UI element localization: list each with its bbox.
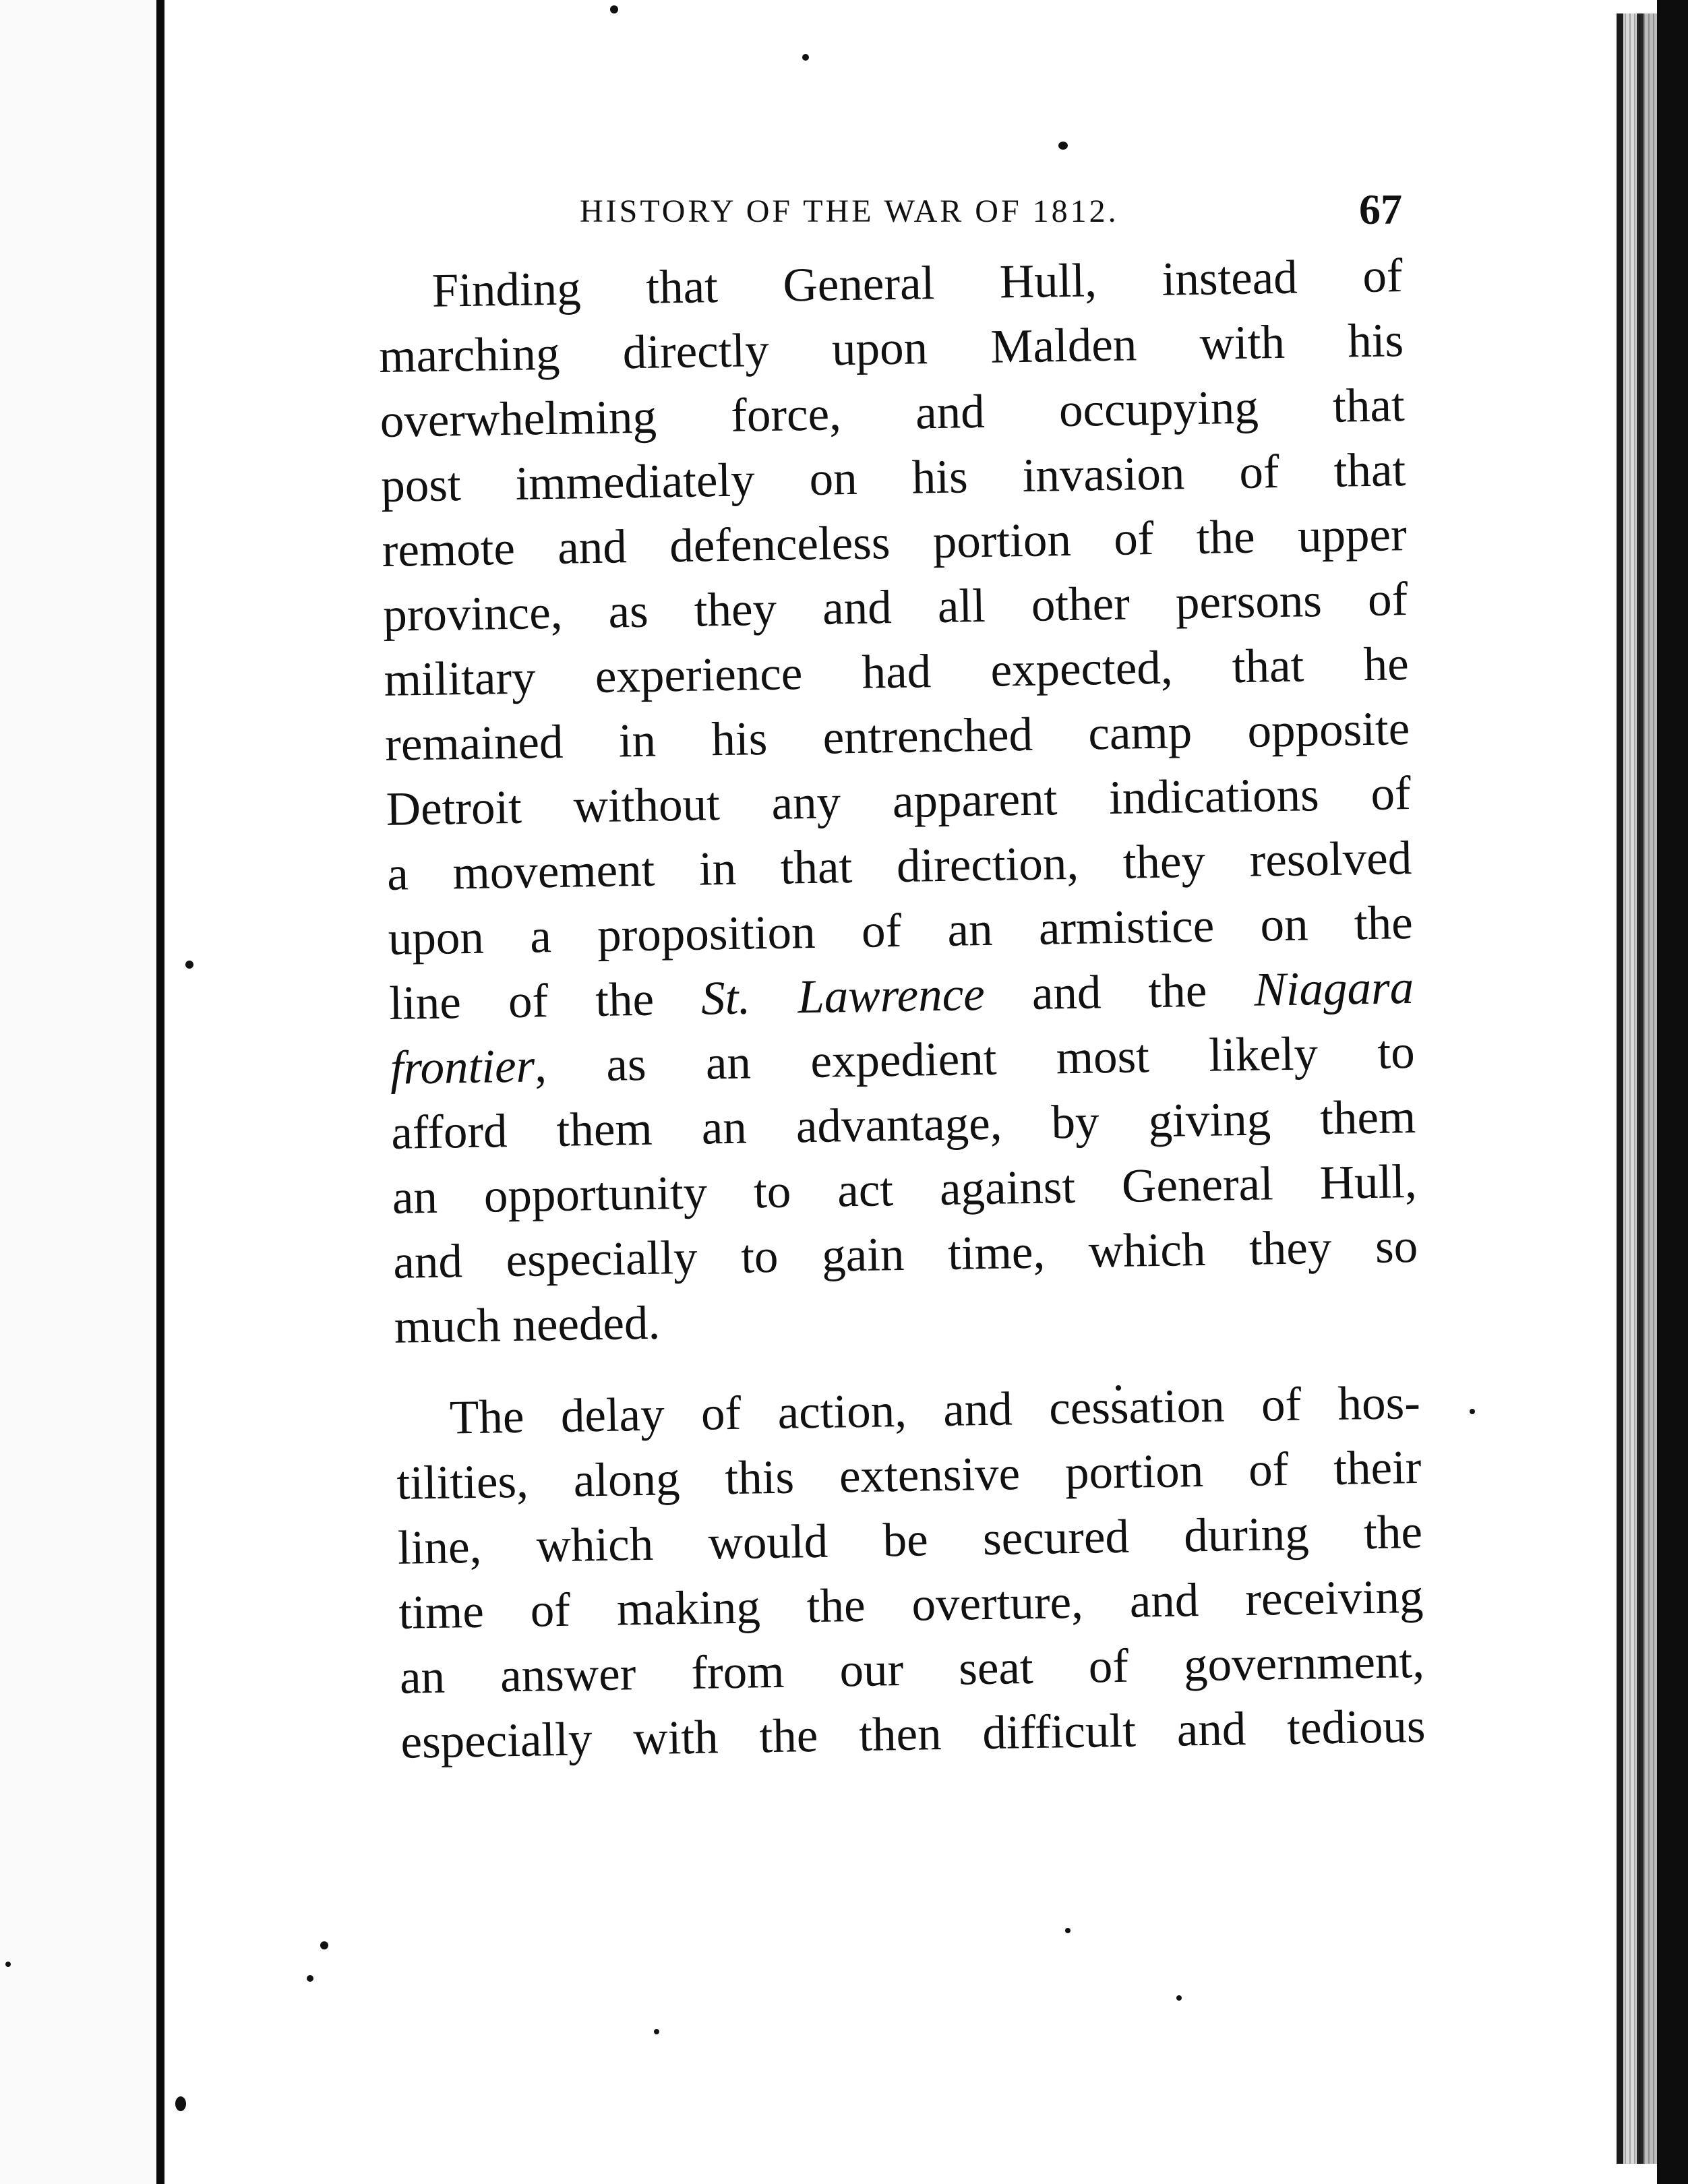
running-title: HISTORY OF THE WAR OF 1812. (580, 193, 1119, 229)
scan-speck (1065, 1928, 1071, 1933)
text-line: an answer from our seat of government, (399, 1635, 1425, 1704)
scan-speck (654, 2029, 659, 2034)
text-line: a movement in that direction, they resolved (386, 832, 1412, 901)
text-line: an opportunity to act against General Hull, (392, 1155, 1418, 1224)
text-line: remained in his entrenched camp opposite (384, 702, 1410, 771)
scan-speck (175, 2096, 186, 2111)
text-line: Finding that General Hull, instead of (431, 249, 1404, 317)
text-line: and especially to gain time, which they so (392, 1219, 1418, 1289)
text-segment: , as an expedient most likely to (534, 1025, 1416, 1093)
text-line: The delay of action, and cessation of hos- (449, 1376, 1421, 1445)
text-segment: line of the (388, 972, 702, 1030)
italic-place-name: St. Lawrence (700, 967, 986, 1025)
text-line: line, which would be secured during the (397, 1505, 1423, 1575)
binding-edge (156, 0, 164, 2184)
text-line: military experience had expected, that he (384, 638, 1410, 706)
text-line: province, as they and all other persons of (382, 573, 1408, 642)
scan-speck (1470, 1409, 1475, 1414)
text-line: much needed. (394, 1296, 661, 1354)
scan-border (1657, 0, 1688, 2184)
italic-word: frontier (390, 1039, 535, 1095)
binding-gutter (0, 0, 156, 2184)
body-text (378, 243, 1426, 1775)
text-line: especially with the then difficult and tedious (400, 1699, 1426, 1769)
text-line: marching directly upon Malden with his (378, 314, 1404, 383)
scan-speck (1176, 1995, 1182, 2001)
text-line: afford them an advantage, by giving them (390, 1090, 1416, 1159)
text-line: remote and defenceless portion of the upper (382, 508, 1408, 577)
text-line: overwhelming force, and occupying that (380, 379, 1406, 448)
scan-speck (5, 1962, 11, 1967)
scan-speck (610, 5, 618, 13)
page-edge (1617, 13, 1623, 2164)
scan-speck (185, 961, 193, 969)
page-edge-texture (1625, 13, 1656, 2164)
text-line: post immediately on his invasion of that (380, 444, 1406, 512)
scan-speck (320, 1941, 328, 1949)
running-head (580, 181, 1402, 235)
text-line: time of making the overture, and receiving (398, 1570, 1424, 1639)
scan-speck (1058, 142, 1068, 150)
text-line: upon a proposition of an armistice on the (388, 897, 1414, 965)
text-line: Detroit without any apparent indications of (386, 767, 1412, 836)
text-line: tilities, along this extensive portion of their (396, 1440, 1422, 1510)
scan-speck (307, 1975, 313, 1982)
text-segment: and the (984, 963, 1255, 1021)
italic-place-name: Niagara (1253, 961, 1414, 1017)
page-number: 67 (1359, 185, 1402, 233)
scan-speck (802, 54, 809, 61)
